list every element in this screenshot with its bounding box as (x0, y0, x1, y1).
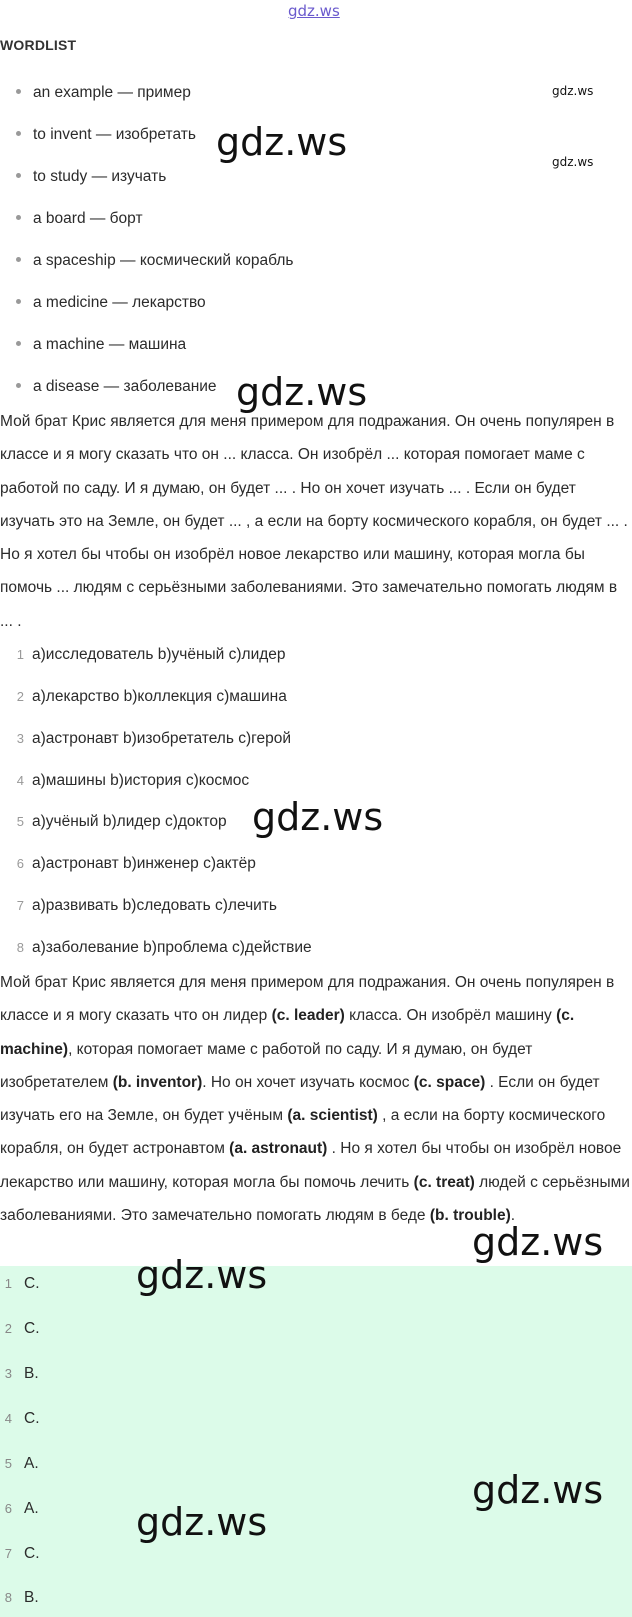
watermark: gdz.ws (472, 1468, 604, 1512)
wordlist-item: to study — изучать (0, 168, 166, 186)
watermark: gdz.ws (252, 795, 384, 839)
wordlist-item: a medicine — лекарство (0, 294, 206, 312)
answer-key: (a. scientist) (287, 1107, 378, 1125)
answer-row: 6 A. (4, 1500, 39, 1517)
answer-key: (c. treat) (413, 1173, 475, 1191)
answers-panel (0, 1266, 632, 1617)
wordlist-item: an example — пример (0, 84, 191, 102)
answer-key: (c. space) (413, 1073, 486, 1091)
wordlist-item: a board — борт (0, 210, 143, 228)
watermark: gdz.ws (136, 1253, 268, 1297)
wordlist-item: a spaceship — космический корабль (0, 252, 293, 270)
watermark: gdz.ws (236, 370, 368, 414)
answer-row: 2 C. (4, 1320, 40, 1337)
answer-key: (b. inventor) (112, 1073, 203, 1091)
answer-row: 1 C. (4, 1275, 40, 1292)
option-row: 4 a)машины b)история c)космос (16, 772, 250, 789)
answer-key: (b. trouble) (429, 1207, 511, 1225)
answer-paragraph: Мой брат Крис является для меня примером для подражания. Он очень популярен в классе и я могу сказать что он лидер (c. leader) класса. Он изобрёл машину (c. machine), которая помогает маме с работой по саду. И я думаю, он будет изобретателем (b. inventor). Но он хочет изучать космос (c. space) . Если он будет изучать его на Земле, он будет учёным (a. scientist) , а если на борту космического корабля, он будет астронавтом (a. astronaut) . Но я хотел бы чтобы он изобрёл новое лекарство или машину, которая могла бы помочь лечить (c. treat) людей с серьёзными заболеваниями. Это замечательно помогать людям в беде (b. trouble). (0, 974, 630, 1225)
option-row: 6 a)астронавт b)инженер c)актёр (16, 855, 256, 872)
answer-row: 8 B. (4, 1589, 39, 1606)
answer-row: 7 C. (4, 1545, 40, 1562)
option-row: 8 a)заболевание b)проблема c)действие (16, 939, 312, 956)
watermark: gdz.ws (216, 120, 348, 164)
watermark: gdz.ws (472, 1220, 604, 1264)
answer-row: 5 A. (4, 1455, 39, 1472)
answer-key: (c. machine) (0, 1007, 575, 1058)
answer-key: (a. astronaut) (229, 1140, 328, 1158)
answer-row: 3 B. (4, 1365, 39, 1382)
option-row: 3 a)астронавт b)изобретатель c)герой (16, 730, 291, 747)
answer-key: (c. leader) (271, 1007, 345, 1025)
wordlist-title: WORDLIST (0, 37, 77, 53)
watermark: gdz.ws (552, 155, 594, 169)
watermark-top[interactable]: gdz.ws (288, 2, 340, 20)
answer-row: 4 C. (4, 1410, 40, 1427)
watermark: gdz.ws (136, 1500, 268, 1544)
wordlist-item: a machine — машина (0, 336, 186, 354)
option-row: 5 a)учёный b)лидер c)доктор (16, 813, 227, 830)
option-row: 1 a)исследователь b)учёный c)лидер (16, 646, 286, 663)
task-paragraph: Мой брат Крис является для меня примером для подражания. Он очень популярен в классе и я могу сказать что он ... класса. Он изобрёл ... которая помогает маме с работой по саду. И я думаю, он будет ... . Но он хочет изучать ... . Если он будет изучать это на Земле, он будет ... , а если на борту космического корабля, он будет ... . Но я хотел бы чтобы он изобрёл новое лекарство или машину, которая могла бы помочь ... людям с серьёзными заболеваниями. Это замечательно помогать людям в ... . (0, 413, 628, 630)
wordlist-item: a disease — заболевание (0, 378, 217, 396)
wordlist-item: to invent — изобретать (0, 126, 196, 144)
option-row: 7 a)развивать b)следовать c)лечить (16, 897, 277, 914)
option-row: 2 a)лекарство b)коллекция c)машина (16, 688, 287, 705)
watermark: gdz.ws (552, 84, 594, 98)
